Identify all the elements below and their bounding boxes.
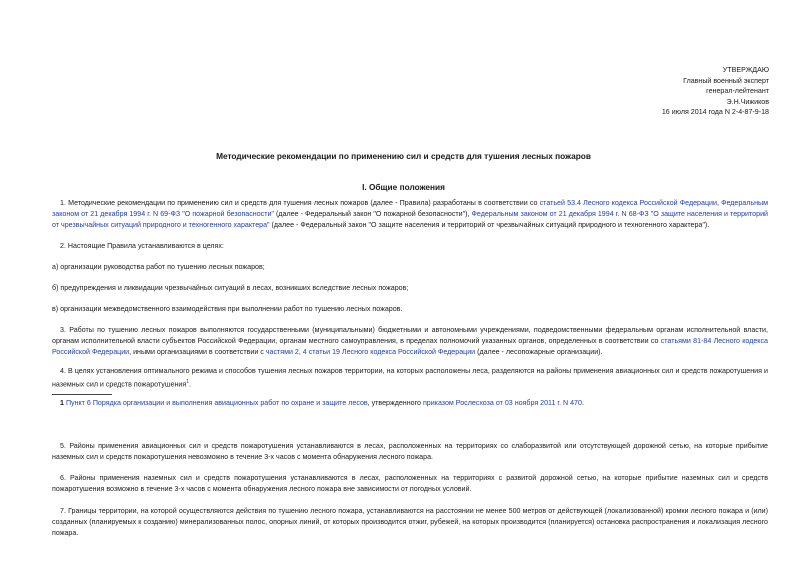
p1-text-c: (далее - Федеральный закон "О пожарной безопасности"), (273, 210, 472, 218)
link-forest-code-81-84[interactable]: статьями 81-84 Лесного кодекса Российской Федерации (52, 337, 768, 356)
paragraph-7: 7. Границы территории, на которой осуществляются действия по тушению лесного пожара, устанавливаются на расстоянии не менее 500 метров от действующей (локализованной) кромки лесного пожара и (или) созданных (планируемых к созданию) минерализованных полос, опорных линий, от которых производится отжиг, рубежей, на которых производится (планируется) остановка распространения и локализация лесного пожара. (52, 507, 768, 537)
p1-text-a: 1. Методические рекомендации по применению сил и средств для тушения лесных пожаров (далее - Правила) разработаны в соответствии со (60, 199, 540, 207)
link-fire-safety-law[interactable]: Федеральным законом от 21 декабря 1994 г. N 69-ФЗ "О пожарной безопасности" (52, 199, 768, 218)
footnote-mark: 1 (60, 399, 64, 407)
p4-end: . (188, 380, 191, 389)
footnote-text-b: . (581, 399, 584, 407)
link-forest-code-53-4[interactable]: статьей 53.4 Лесного кодекса Российской Федерации (539, 199, 717, 207)
footnote-text-a: , утвержденного (367, 399, 423, 407)
paragraph-3 (52, 325, 768, 358)
paragraph-1 (52, 198, 768, 231)
paragraph-6: 6. Районы применения наземных сил и средств пожаротушения устанавливаются в лесах, расположенных на территориях с развитой дорожной сетью, на которые прибытие наземных сил и средств пожаротушения возможно в течение 3-х часов с момента обнаружения лесного пожара вне зависимости от погодных условий. (52, 474, 768, 493)
approval-name: Э.Н.Чижиков (726, 97, 769, 106)
approval-date: 16 июля 2014 года N 2-4-87-9-18 (661, 108, 769, 116)
paragraph-2a: а) организации руководства работ по тушению лесных пожаров; (52, 263, 265, 271)
paragraph-5: 5. Районы применения авиационных сил и средств пожаротушения устанавливаются в лесах, расположенных на территориях со слаборазвитой или отсутствующей дорожной сетью, на которые прибытие наземных сил и средств пожаротушения невозможно в течение 3-х часов с момента обнаружения лесного пожара. (52, 442, 768, 461)
p3-text-a: 3. Работы по тушению лесных пожаров выполняются государственными (муниципальными) бюджетными и автономными учреждениями, подведомственными федеральным органам исполнительной власти, органам исполнительной власти субъектов Российской Федерации, органам местного самоуправления, в пределах полномочий указанных органов, определенных в соответствии со (52, 326, 768, 345)
paragraph-2: 2. Настоящие Правила устанавливаются в целях: (60, 242, 224, 250)
section-heading: I. Общие положения (362, 182, 445, 192)
footnote-divider (52, 394, 112, 395)
p1-text-b: , (716, 199, 722, 207)
link-emergency-law[interactable]: Федеральным законом от 21 декабря 1994 г. N 68-ФЗ "О защите населения и территорий от чрезвычайных ситуаций природного и техногенного характера" (52, 210, 768, 229)
p1-text-d: (далее - Федеральный закон "О защите населения и территорий от чрезвычайных ситуаций природного и техногенного характера"). (269, 221, 710, 229)
p3-text-c: (далее - лесопожарные организации). (475, 348, 603, 356)
document-title: Методические рекомендации по применению сил и средств для тушения лесных пожаров (216, 151, 591, 161)
approval-rank: генерал-лейтенант (706, 87, 769, 95)
approval-position: Главный военный эксперт (683, 76, 769, 85)
p3-text-b: , иными организациями в соответствии с (129, 348, 266, 356)
paragraph-2b: б) предупреждения и ликвидации чрезвычайных ситуаций в лесах, возникших вследствие лесных пожаров; (52, 284, 409, 292)
footnote-1 (60, 398, 760, 409)
link-aviation-works-order[interactable]: Пункт 6 Порядка организации и выполнения авиационных работ по охране и защите лесов (65, 399, 368, 407)
paragraph-4 (52, 366, 768, 390)
link-forest-code-19[interactable]: частями 2, 4 статьи 19 Лесного кодекса Российской Федерации (265, 348, 476, 356)
paragraph-2c: в) организации межведомственного взаимодействия при выполнении работ по тушению лесных пожаров. (52, 305, 403, 313)
footnote-ref-1[interactable]: 1 (186, 379, 189, 385)
p4-text: 4. В целях установления оптимального режима и способов тушения лесных пожаров территории, на которых расположены леса, разделяются на районы применения авиационных сил и средств пожаротушения и наземных сил и средств пожаротушения (52, 367, 768, 389)
link-rosleskhoz-order-470[interactable]: приказом Рослесхоза от 03 ноября 2011 г. N 470 (422, 399, 582, 407)
approval-block (662, 65, 769, 118)
approval-heading: УТВЕРЖДАЮ (722, 66, 769, 74)
